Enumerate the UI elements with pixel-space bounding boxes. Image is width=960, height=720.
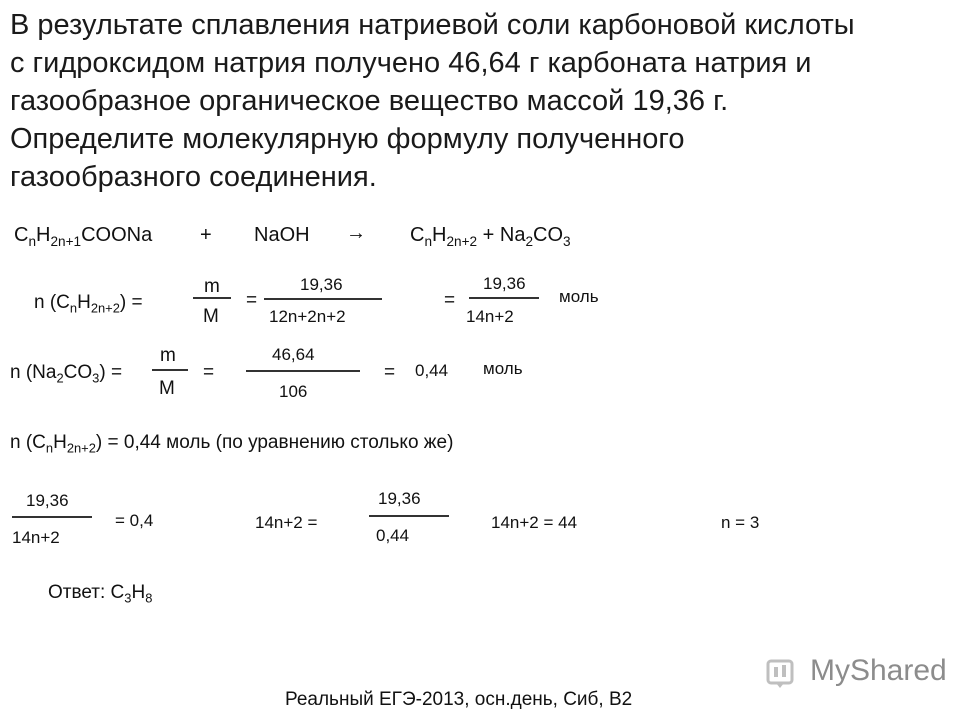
row1-equals-1: = bbox=[246, 290, 258, 311]
row1-equals-2: = bbox=[444, 290, 456, 311]
row1-unit: моль bbox=[559, 287, 599, 306]
row4-frac2-numerator: 19,36 bbox=[378, 489, 421, 508]
problem-line-4: Определите молекулярную формулу полученного bbox=[10, 123, 685, 155]
row1-fraction-bar-1 bbox=[193, 297, 231, 299]
row2-numerator-m: m bbox=[160, 345, 176, 366]
row3-statement: n $(C_nH_{2n+2}) = 0,44$ моль (по уравнению столько же) bbox=[10, 432, 454, 456]
reaction-plus: + bbox=[200, 224, 212, 246]
row2-result: 0,44 bbox=[415, 361, 449, 380]
row2-equals-2: = bbox=[384, 362, 396, 383]
row1-numerator-3: 19,36 bbox=[483, 274, 526, 293]
row4-equals-result: = 0,4 bbox=[115, 511, 154, 530]
row4-frac2-denominator: 0,44 bbox=[376, 526, 410, 545]
row2-fraction-bar-2 bbox=[246, 370, 360, 372]
row1-fraction-bar-2 bbox=[264, 298, 382, 300]
reactant-salt: $C_nH_{2n+1}COONa$ bbox=[14, 224, 153, 249]
row2-fraction-bar-1 bbox=[152, 369, 188, 371]
row2-equals-1: = bbox=[203, 362, 215, 383]
row4-equation-4: n = 3 bbox=[721, 513, 760, 532]
row2-denominator-M: M bbox=[159, 378, 175, 399]
row2-numerator-2: 46,64 bbox=[272, 345, 315, 364]
row4-equation-3: 14n+2 = 44 bbox=[491, 513, 578, 532]
problem-line-2: с гидроксидом натрия получено 46,64 г карбоната натрия и bbox=[10, 47, 812, 79]
row2-denominator-2: 106 bbox=[279, 382, 308, 401]
row2-unit: моль bbox=[483, 359, 523, 378]
row1-denominator-M: M bbox=[203, 306, 219, 327]
problem-line-5: газообразного соединения. bbox=[10, 161, 377, 193]
problem-line-3: газообразное органическое вещество массой 19,36 г. bbox=[10, 85, 729, 117]
row4-fraction-bar-2 bbox=[369, 515, 449, 517]
answer: Ответ: $C_3H_8$ bbox=[48, 582, 153, 606]
watermark-brand: MyShared bbox=[810, 654, 947, 687]
problem-line-1: В результате сплавления натриевой соли карбоновой кислоты bbox=[10, 9, 855, 41]
row1-fraction-bar-3 bbox=[469, 297, 539, 299]
row1-denominator-3: 14n+2 bbox=[466, 307, 514, 326]
row4-frac1-numerator: 19,36 bbox=[26, 491, 69, 510]
row1-numerator-m: m bbox=[204, 276, 220, 297]
reaction-arrow: → bbox=[346, 222, 366, 244]
row2-lhs: n $(Na_2CO_3)$ = bbox=[10, 362, 123, 386]
row1-numerator-2: 19,36 bbox=[300, 275, 343, 294]
problem-statement bbox=[10, 6, 855, 196]
footer-source: Реальный ЕГЭ-2013, осн.день, Сиб, В2 bbox=[285, 689, 633, 710]
row4-lhs2: 14n+2 = bbox=[255, 513, 318, 532]
row1-lhs: n $(C_nH_{2n+2})$ = bbox=[34, 292, 143, 316]
row4-fraction-bar-1 bbox=[12, 516, 92, 518]
row4-frac1-denominator: 14n+2 bbox=[12, 528, 60, 547]
row1-denominator-2: 12n+2n+2 bbox=[269, 307, 346, 326]
reaction-products: $C_nH_{2n+2} + Na_2CO_3$ bbox=[410, 224, 571, 249]
reactant-naoh: NaOH bbox=[254, 224, 310, 246]
